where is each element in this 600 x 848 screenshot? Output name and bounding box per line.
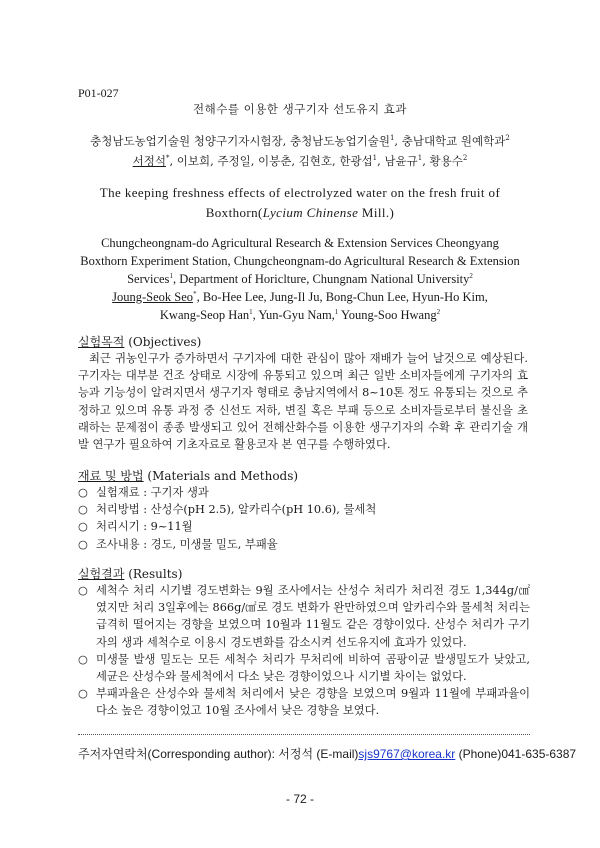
objectives-paragraph: [78, 350, 528, 453]
abstract-code: P01-027: [78, 86, 119, 100]
list-item-text: 처리시기 : 9~11월: [96, 520, 193, 534]
results-list: [78, 582, 530, 720]
list-item-text: 실험재료 : 구기자 생과: [96, 486, 209, 499]
phone-text: (Phone)041-635-6387: [455, 747, 577, 761]
author-marker: 1: [334, 307, 339, 316]
author-names: , 남윤규: [377, 154, 418, 168]
author-marker: 1: [372, 154, 378, 163]
bullet-circle-icon: ○: [78, 537, 88, 551]
results-heading: [78, 565, 182, 582]
list-item-text: 조사내용 : 경도, 미생물 밀도, 부패율: [96, 537, 278, 551]
korean-affiliation: [60, 131, 540, 151]
email-link[interactable]: sjs9767@korea.kr: [358, 747, 456, 761]
english-title-text: Boxthorn(: [205, 205, 263, 220]
species-name: Lycium Chinense: [262, 205, 359, 220]
dotted-divider: [78, 734, 530, 735]
author-names: , 이보희, 주정일, 이붕춘, 김현호, 한광섭: [169, 154, 373, 168]
bullet-circle-icon: ○: [78, 503, 88, 517]
english-affiliation-text: , Department of Horiclture, Chungnam National University: [172, 272, 470, 286]
corresponding-prefix: 주저자연락처(Corresponding author): 서정석 (E-mail): [78, 747, 359, 761]
corresponding-author-en: Joung-Seok Seo: [112, 290, 194, 304]
methods-heading: [78, 467, 298, 484]
methods-list: [78, 484, 530, 553]
objectives-text: 최근 귀농인구가 증가하면서 구기자에 대한 관심이 많아 재배가 늘어 날것으로 예상된다. 구기자는 대부분 건조 상태로 시장에 유통되고 있으며 최근 일반 소비자들에게 구기자의 효능과 기능성이 알려지면서 생구기자 형태로 충남지역에서 8~10톤 정도 유통되는 것으로 추정하고 있으며 유통 과정 중 신선도 저하, 변질 혹은 부패 등으로 소비자들로부터 불신을 초래하는 문제점이 종종 발생되고 있어 전해산화수를 이용한 생구기자의 수확 후 관리기술 개발 연구가 필요하여 기초자료로 활용코자 본 연구를 수행하였다.: [78, 352, 528, 452]
list-item-text: 미생물 발생 밀도는 모든 세척수 처리가 무처리에 비하여 곰팡이균 발생밀도가 낮았고, 세균은 산성수와 물세척에서 다소 낮은 경향이었으나 시기별 차이는 없었다.: [96, 652, 530, 684]
list-item: [78, 484, 530, 501]
affiliation-marker: 1: [169, 271, 173, 280]
english-title-line2: [60, 203, 540, 223]
objectives-heading: [78, 333, 201, 350]
list-item-text: 처리방법 : 산성수(pH 2.5), 알카리수(pH 10.6), 물세척: [96, 503, 377, 517]
list-item: [78, 582, 530, 651]
english-affiliation-line: [60, 270, 540, 288]
english-affiliation-text: Services: [127, 272, 170, 286]
author-marker: 1: [417, 154, 423, 163]
results-heading-ko: 실험결과: [78, 567, 125, 581]
list-item: [78, 685, 530, 719]
english-affiliation-block: [60, 234, 540, 324]
author-names: Kwang-Seop Han: [159, 308, 250, 322]
author-names: , 황용수: [422, 154, 463, 168]
list-item: [78, 651, 530, 685]
korean-authors: [60, 151, 540, 171]
methods-heading-ko: 재료 및 방법: [78, 469, 144, 483]
english-affiliation-line: Boxthorn Experiment Station, Chungcheongnam-do Agricultural Research & Extension: [80, 254, 520, 268]
bullet-circle-icon: ○: [78, 584, 88, 597]
bullet-circle-icon: ○: [78, 687, 88, 701]
english-title-text: Mill.): [358, 205, 395, 220]
bullet-circle-icon: ○: [78, 652, 88, 666]
korean-affiliation-block: [60, 131, 540, 171]
list-item: [78, 501, 530, 518]
author-names: Young-Soo Hwang: [338, 308, 437, 322]
author-marker: 2: [436, 307, 441, 316]
affiliation-marker: 2: [505, 134, 510, 143]
author-names: , Yun-Gyu Nam,: [252, 308, 335, 322]
affiliation-marker: 2: [469, 271, 473, 280]
list-item: [78, 518, 530, 535]
list-item: [78, 536, 530, 553]
methods-heading-en: (Materials and Methods): [143, 469, 299, 483]
bullet-circle-icon: ○: [78, 486, 88, 499]
affiliation-marker: 1: [389, 134, 395, 143]
korean-affiliation-text: 충청남도농업기술원 청양구기자시험장, 충청남도농업기술원: [90, 134, 390, 148]
bullet-circle-icon: ○: [78, 520, 88, 534]
objectives-heading-ko: 실험목적: [78, 335, 125, 349]
english-title-line1: The keeping freshness effects of electrolyzed water on the fresh fruit of: [99, 185, 501, 200]
page-number: - 72 -: [285, 792, 314, 806]
korean-title: 전해수를 이용한 생구기자 선도유지 효과: [193, 102, 407, 116]
english-authors-line: [60, 288, 540, 306]
list-item-text: 부패과율은 산성수와 물세척 처리에서 낮은 경향을 보였으며 9월과 11월에 부패과율이 다소 높은 경향이었고 10월 조사에서 낮은 경향을 보였다.: [96, 687, 530, 718]
list-item-text: 세척수 처리 시기별 경도변화는 9월 조사에서는 산성수 처리가 처리전 경도 1,344g/㎠였지만 처리 3일후에는 866g/㎠로 경도 변화가 완만하였으며 알카리수와 물세척 처리는 급격히 떨어지는 경향을 보였으며 10월과 11월도 같은 경향이었다. 산성수 처리가 구기자의 생과 세척수로 이용시 경도변화를 감소시켜 선도유지에 효과가 있었다.: [96, 584, 530, 649]
objectives-heading-en: (Objectives): [124, 335, 202, 349]
author-marker: 1: [249, 307, 253, 316]
author-names: , Bo-Hee Lee, Jung-Il Ju, Bong-Chun Lee, Hyun-Ho Kim,: [196, 290, 488, 304]
english-title: [60, 183, 540, 223]
korean-affiliation-text-2: , 충남대학교 원예학과: [394, 134, 506, 148]
english-authors-line: [60, 306, 540, 324]
results-heading-en: (Results): [124, 567, 183, 581]
author-marker: *: [165, 154, 170, 163]
corresponding-author-line: [78, 745, 576, 762]
author-marker: *: [193, 289, 197, 298]
corresponding-author-ko: 서정석: [132, 154, 166, 168]
author-marker: 2: [462, 154, 468, 163]
english-affiliation-line: Chungcheongnam-do Agricultural Research & Extension Services Cheongyang: [101, 236, 499, 250]
